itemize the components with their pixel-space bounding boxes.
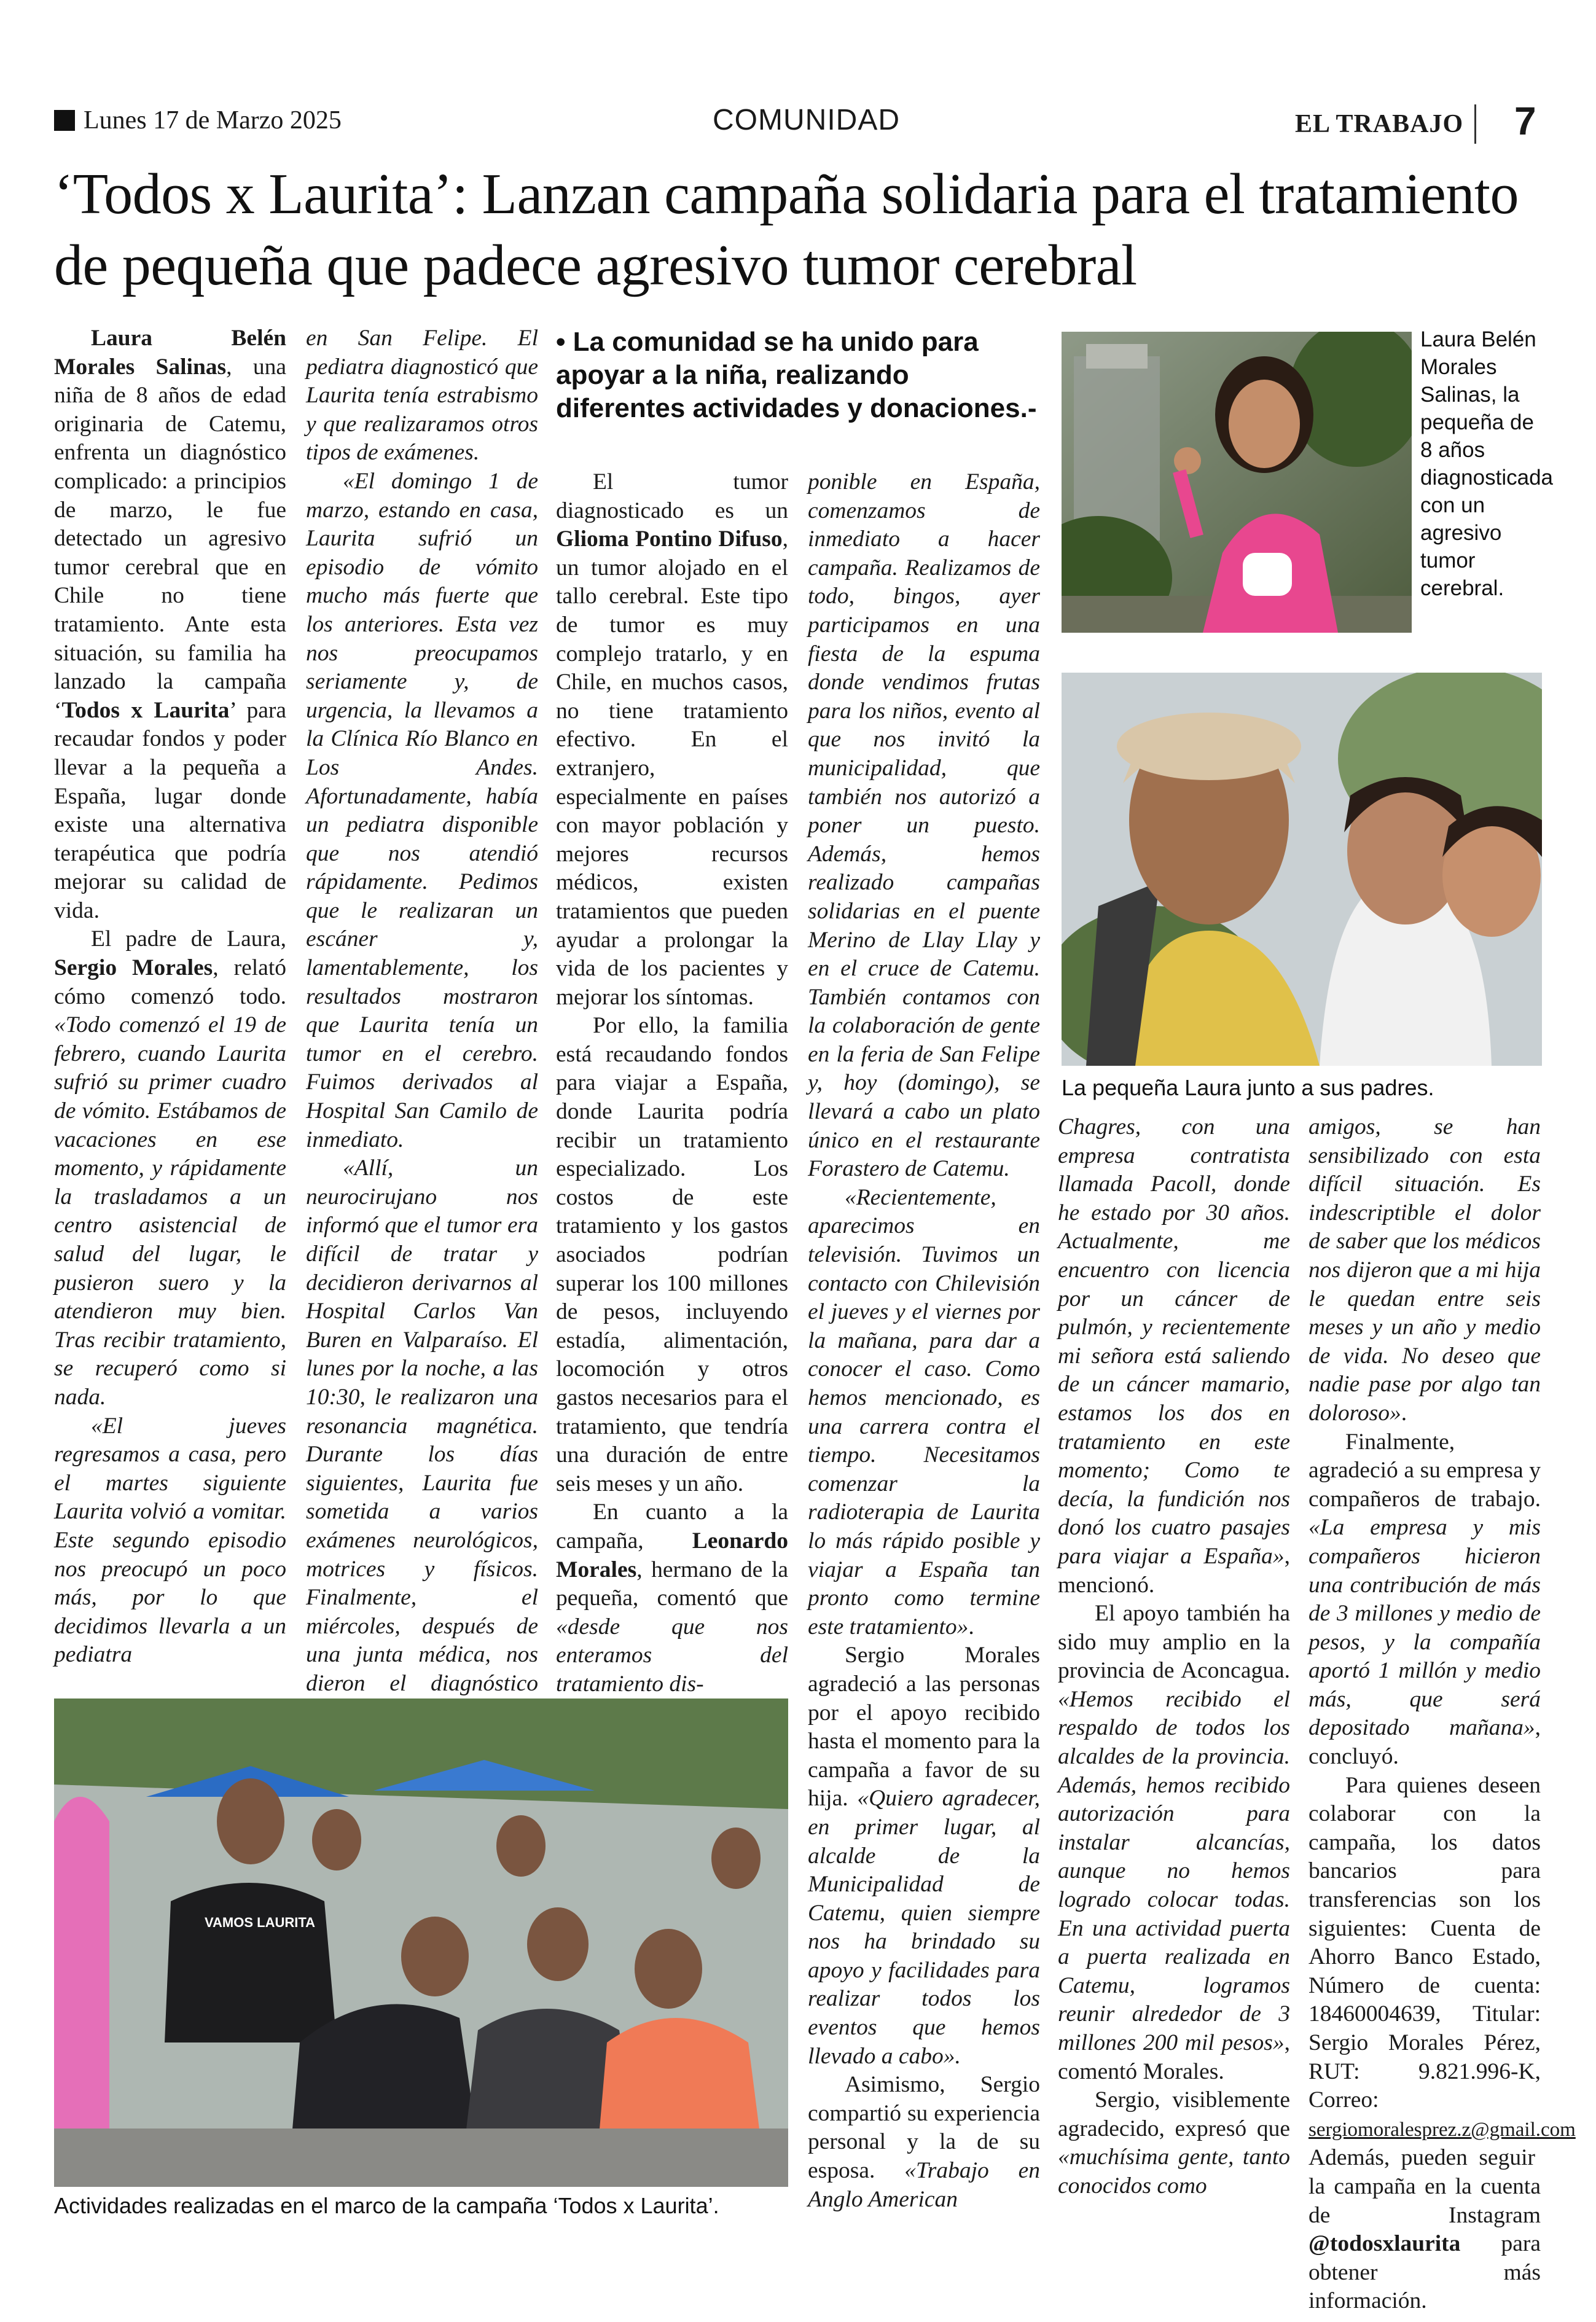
- newspaper-name: EL TRABAJO: [1295, 110, 1464, 138]
- caption-girl: Laura Belén Morales Salinas, la pequeña de 8 años diagnosticada con un agresivo tumor cerebral.: [1420, 327, 1553, 600]
- header-divider: [1474, 104, 1476, 144]
- article-column-1: Laura Belén Morales Salinas, una niña de 8 años de edad originaria de Catemu, enfrenta un diagnóstico complicado: a principios de marzo, le fue detectado un agresivo tumor cerebral que en Chile no tiene tratamiento. Ante esta situación, su familia ha lanzado la campaña ‘Todos x Laurita’ para recaudar fondos y poder llevar a la pequeña a España, lugar donde existe una alternativa terapéutica que podría mejorar su calidad de vida. El padre de Laura, Sergio Morales, relató cómo comenzó todo. «Todo comenzó el 19 de febrero, cuando Laurita sufrió su primer cuadro de vómito. Estábamos de vacaciones en ese momento, y rápidamente la trasladamos a un centro asistencial de salud del lugar, le pusieron suero y la atendieron muy bien. Tras recibir tratamiento, se recuperó como si nada. «El jueves regresamos a casa, pero el martes siguiente Laurita volvió a vomitar. Este segundo episodio nos preocupó un poco más, por lo que decidimos llevarla a un pediatra: [54, 326, 286, 1668]
- photo-parents: [1062, 673, 1542, 1066]
- article-column-2: en San Felipe. El pediatra diagnosticó que Laurita tenía estrabismo y que realizaramos otros tipos de exámenes. «El domingo 1 de marzo, estando en casa, Laurita sufrió un episodio de vómito mucho más fuerte que los anteriores. Esta vez nos preocupamos seriamente y, de urgencia, la llevamos a la Clínica Río Blanco en Los Andes. Afortunadamente, había un pediatra disponible que nos atendió rápidamente. Pedimos que le realizaran un escáner y, lamentablemente, los resultados mostraron que Laurita tenía un tumor en el cerebro. Fuimos derivados al Hospital San Camilo de inmediato. «Allí, un neurocirujano nos informó que el tumor era difícil de tratar y decidieron derivarnos al Hospital Carlos Van Buren en Valparaíso. El lunes por la noche, a las 10:30, le realizaron una resonancia magnética. Durante los días siguientes, Laurita fue sometida a varios exámenes neurológicos, motrices y físicos. Finalmente, el miércoles, después de una junta médica, nos dieron el diagnóstico: [306, 326, 538, 1696]
- square-bullet-icon: [54, 110, 75, 131]
- photo-girl: [1062, 332, 1412, 633]
- article-deck: • La comunidad se ha unido para apoyar a la niña, realizando diferentes actividades y donaciones.-: [556, 327, 1037, 423]
- headline: ‘Todos x Laurita’: Lanzan campaña solidaria para el tratamiento de pequeña que padece agresivo tumor cerebral: [54, 162, 1519, 297]
- caption-parents: La pequeña Laura junto a sus padres.: [1062, 1075, 1434, 1100]
- shirt-print: VAMOS LAURITA: [205, 1915, 316, 1930]
- page-number: 7: [1514, 99, 1536, 143]
- article-column-4: ponible en España, comenzamos de inmediato a hacer campaña. Realizamos de todo, bingos, ayer participamos en una fiesta de la espuma donde vendimos frutas para los niños, evento al que nos invitó la municipalidad, que también nos autorizó a poner un puesto. Además, hemos realizado campañas solidarias en el puente Merino de Llay Llay y en el cruce de Catemu. También contamos con la colaboración de gente en la feria de San Felipe y, hoy (domingo), se llevará a cabo un plato único en el restaurante Forastero de Catemu. «Recientemente, aparecimos en televisión. Tuvimos un contacto con Chilevisión el jueves y el viernes por la mañana, para dar a conocer el caso. Como hemos mencionado, es una carrera contra el tiempo. Necesitamos comenzar la radioterapia de Laurita lo más rápido posible y viajar a España tan pronto como termine este tratamiento». Sergio Morales agradeció a las personas por el apoyo recibido hasta el momento para la campaña a favor de su hija. «Quiero agradecer, en primer lugar, al alcalde de la Municipalidad de Catemu, quien siempre nos ha brindado su apoyo y facilidades para realizar todos los eventos que hemos llevado a cabo». Asimismo, Sergio compartió su experiencia personal y la de su esposa. «Trabajo en Anglo American: [808, 469, 1041, 2212]
- photo-parents-image: [1062, 673, 1542, 1066]
- caption-crowd: Actividades realizadas en el marco de la campaña ‘Todos x Laurita’.: [54, 2193, 719, 2218]
- article-column-3: El tumor diagnosticado es un Glioma Pontino Difuso, un tumor alojado en el tallo cerebral. Este tipo de tumor es muy complejo tratarlo, y en Chile, en muchos casos, no tiene tratamiento efectivo. En el extranjero, especialmente en países con mayor población y mejores recursos médicos, existen tratamientos que pueden ayudar a prolongar la vida de los pacientes y mejorar los síntomas. Por ello, la familia está recaudando fondos para viajar a España, donde Laurita podría recibir un tratamiento especializado. Los costos de este tratamiento y los gastos asociados podrían superar los 100 millones de pesos, incluyendo estadía, alimentación, locomoción y otros gastos necesarios para el tratamiento, que tendría una duración de entre seis meses y un año. En cuanto a la campaña, Leonardo Morales, hermano de la pequeña, comentó que «desde que nos enteramos del tratamiento dis-: [556, 469, 788, 1697]
- photo-crowd-image: [54, 1698, 788, 2187]
- section-name: COMUNIDAD: [713, 104, 900, 136]
- photo-crowd: [54, 1698, 788, 2187]
- contact-email: sergiomoralesprez.z@gmail.com: [1308, 2118, 1576, 2141]
- photo-girl-image: [1062, 332, 1412, 633]
- article-column-6: amigos, se han sensibilizado con esta difícil situación. Es indescriptible el dolor de saber que los médicos nos dijeron que a mi hija le quedan entre seis meses y un año y medio de vida. No deseo que nadie pase por algo tan doloroso». Finalmente, agradeció a su empresa y compañeros de trabajo. «La empresa y mis compañeros hicieron una contribución de más de 3 millones y medio de pesos, y la compañía aportó 1 millón y medio más, que será depositado mañana», concluyó. Para quienes deseen colaborar con la campaña, los datos bancarios para transferencias son los siguientes: Cuenta de Ahorro Banco Estado, Número de cuenta: 18460004639, Titular: Sergio Morales Pérez, RUT: 9.821.996-K, Correo: sergiomoralesprez.z@gmail.com Además, pueden seguir la campaña en la cuenta de Instagram @todosxlaurita para obtener más información.: [1308, 1114, 1576, 2314]
- issue-date: [54, 106, 342, 135]
- article-column-5: Chagres, con una empresa contratista llamada Pacoll, donde he estado por 30 años. Actualmente, me encuentro con licencia por un cáncer de pulmón, y recientemente mi señora está saliendo de un cáncer mamario, estamos los dos en tratamiento en este momento; Como te decía, la fundición nos donó los cuatro pasajes para viajar a España», mencionó. El apoyo también ha sido muy amplio en la provincia de Aconcagua. «Hemos recibido el respaldo de todos los alcaldes de la provincia. Además, hemos recibido autorización para instalar alcancías, aunque no hemos logrado colocar todas. En una actividad puerta a puerta realizada en Catemu, logramos reunir alrededor de 3 millones 200 mil pesos», comentó Morales. Sergio, visiblemente agradecido, expresó que «muchísima gente, tanto conocidos como: [1058, 1114, 1290, 2199]
- issue-date-text: Lunes 17 de Marzo 2025: [84, 106, 342, 135]
